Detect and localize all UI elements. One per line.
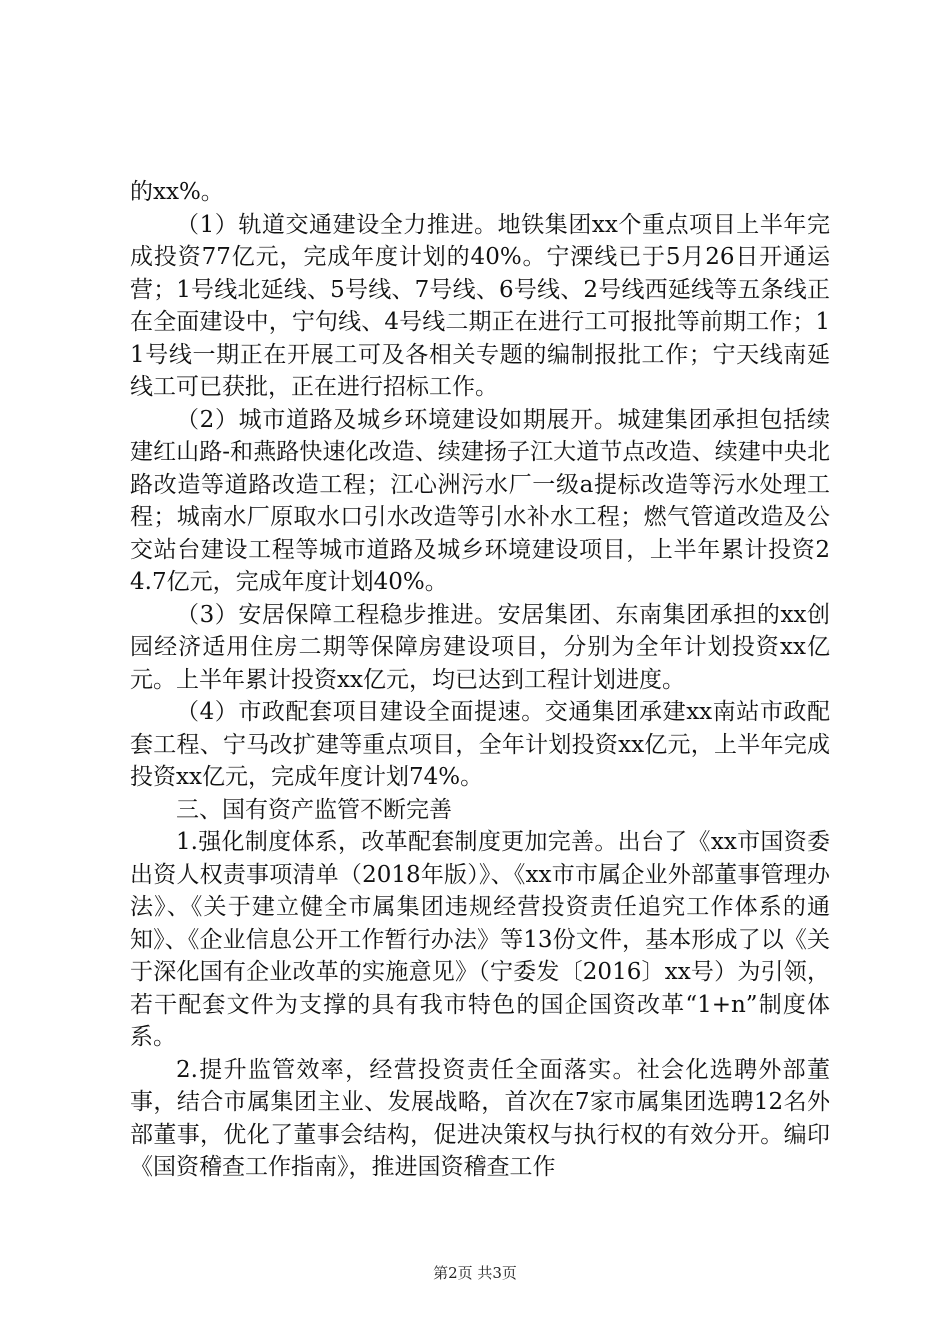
paragraph-housing: （3）安居保障工程稳步推进。安居集团、东南集团承担的xx创园经济适用住房二期等保障房建设项目，分别为全年计划投资xx亿元。上半年累计投资xx亿元，均已达到工程计划进度。 bbox=[130, 601, 830, 693]
paragraph-system: 1.强化制度体系，改革配套制度更加完善。出台了《xx市国资委出资人权责事项清单（2018年版）》、《xx市市属企业外部董事管理办法》、《关于建立健全市属集团违规经营投资责任追究工作体系的通知》、《企业信息公开工作暂行办法》等13份文件，基本形成了以《关于深化国有企业改革的实施意见》（宁委发〔2016〕xx号）为引领，若干配套文件为支撑的具有我市特色的国企国资改革“1+n”制度体系。 bbox=[130, 829, 830, 1050]
paragraph-urban-roads: （2）城市道路及城乡环境建设如期展开。城建集团承担包括续建红山路-和燕路快速化改造、续建扬子江大道节点改造、续建中央北路改造等道路改造工程；江心洲污水厂一级a提标改造等污水处理工程；城南水厂原取水口引水改造等引水补水工程；燃气管道改造及公交站台建设工程等城市道路及城乡环境建设项目，上半年累计投资24.7亿元，完成年度计划40%。 bbox=[130, 406, 830, 595]
paragraph-rail-transit: （1）轨道交通建设全力推进。地铁集团xx个重点项目上半年完成投资77亿元，完成年度计划的40%。宁溧线已于5月26日开通运营；1号线北延线、5号线、7号线、6号线、2号线西延线等五条线正在全面建设中，宁句线、4号线二期正在进行工可报批等前期工作；11号线一期正在开展工可及各相关专题的编制报批工作；宁天线南延线工可已获批，正在进行招标工作。 bbox=[130, 211, 830, 400]
paragraph-continuation: 的xx%。 bbox=[130, 179, 224, 205]
paragraph-supervision: 2.提升监管效率，经营投资责任全面落实。社会化选聘外部董事，结合市属集团主业、发展战略，首次在7家市属集团选聘12名外部董事，优化了董事会结构，促进决策权与执行权的有效分开。编印《国资稽查工作指南》，推进国资稽查工作 bbox=[130, 1056, 830, 1180]
page-footer: 第2页 共3页 bbox=[433, 1264, 517, 1282]
document-body bbox=[130, 176, 830, 1184]
paragraph-municipal: （4）市政配套项目建设全面提速。交通集团承建xx南站市政配套工程、宁马改扩建等重点项目，全年计划投资xx亿元，上半年完成投资xx亿元，完成年度计划74%。 bbox=[130, 699, 830, 790]
section-heading: 三、国有资产监管不断完善 bbox=[176, 796, 452, 823]
